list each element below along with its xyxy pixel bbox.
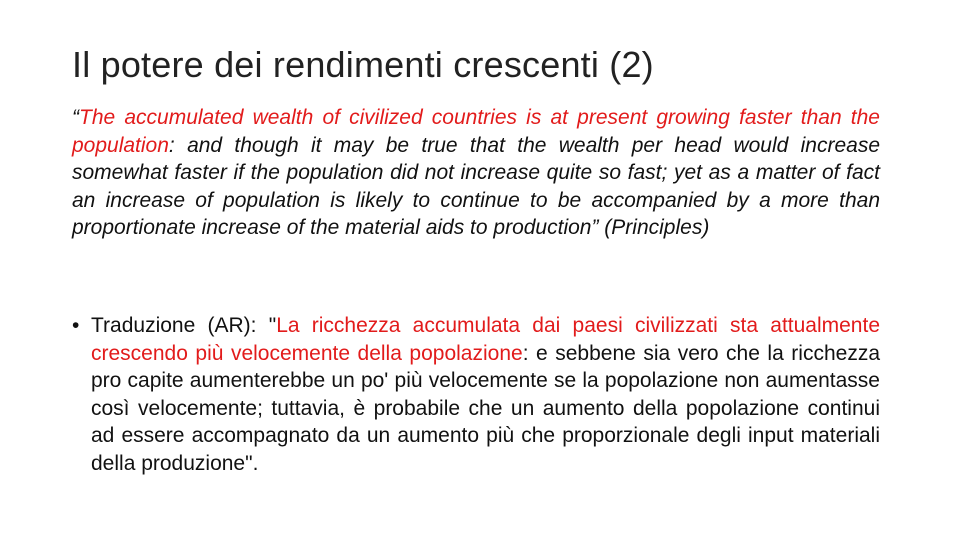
quote-close: ): [702, 216, 710, 239]
quote-open-mark: “: [72, 106, 79, 129]
slide-title: Il potere dei rendimenti crescenti (2): [72, 44, 654, 85]
marshall-quote: [72, 104, 880, 242]
quote-source: Principles: [611, 216, 703, 239]
translation-highlighted-text: La ricchezza accumulata dai paesi civilizzati sta attualmente crescendo più velocemente della popolazione: [91, 314, 881, 365]
quote-body-text: : and though it may be true that the wealth per head would increase somewhat faster if the population did not increase quite so fast; yet as a matter of fact an increase of population is likely to continue to be accompanied by a more than proportionate increase of the material aids to production” (: [72, 133, 880, 239]
quote-highlighted-text: The accumulated wealth of civilized countries is at present growing faster than the population: [72, 106, 880, 157]
translation-body-text: : e sebbene sia vero che la ricchezza pro capite aumenterebbe un po' più velocemente se la popolazione non aumentasse così velocemente; tuttavia, è probabile che un aumento della popolazione continui ad essere accompagnato da un aumento più che proporzionale degli input materiali della produzione".: [91, 341, 880, 475]
translation-bullet: [72, 312, 880, 477]
translation-prefix: Traduzione (AR): ": [91, 314, 277, 337]
bullet-icon: •: [72, 314, 80, 337]
